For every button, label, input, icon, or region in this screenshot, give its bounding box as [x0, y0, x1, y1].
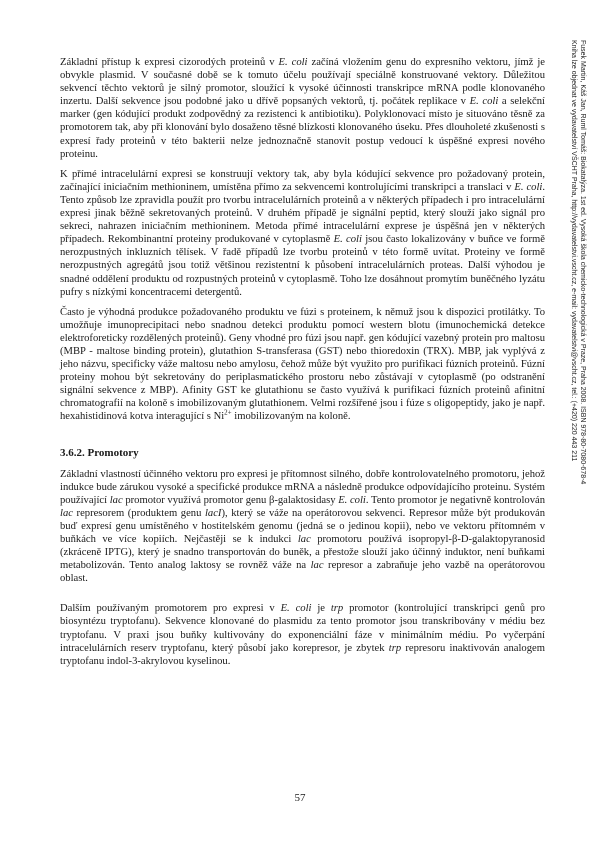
ordering-line: Kniha lze objednat ve vydavatelství VŠCHT Praha, http://vydavatelstvi.vscht.cz, e-mail: vydavatelstvi@vscht.cz, tel.: (+420) 220 443 211 [570, 40, 577, 462]
italic-run: trp [330, 603, 344, 615]
italic-run: E. coli [280, 603, 312, 615]
main-text [60, 56, 545, 675]
italic-run: trp [388, 642, 402, 654]
paragraph-fusion-proteins [60, 306, 545, 424]
superscript-run: 2+ [224, 408, 232, 417]
italic-run: lac [310, 560, 324, 572]
italic-run: E. coli [514, 181, 543, 193]
side-margin-note [553, 40, 587, 600]
text-run: represorem (produktem genu [72, 507, 205, 519]
italic-run: E. coli [338, 494, 366, 506]
spacer [60, 592, 545, 602]
text-run: Často je výhodná produkce požadovaného produktu ve fúzi s proteinem, k němuž jsou k dispozici protilátky. To umožňuje imunoprecipitaci nebo snadnou detekci produktu pomocí western blotu (imunochemická detekce elektroforeticky rozdělených proteinů). Geny vhodné pro fúzi jsou např. gen kódující vazebný protein pro maltosu (MBP - maltose binding protein), glutathion S-transferasa (GST) nebo thioredoxin (TRX). MBP, jak vyplývá z jeho názvu, specificky váže maltosu nebo amylosu, čehož může být využito pro purifikaci fúzních proteinů. Fúzní proteiny mohou být sekretovány do periplasmatického prostoru nebo zůstávají v cytoplasmě (po odstranění signální sekvence z MBP). Afinity GST ke glutathionu se často využívá k purifikaci fúzních proteinů afinitní chromatografií na koloně s imobilizovaným glutathionem. Velmi rozšířené jsou i fúze s oligopeptidy, jako je např. hexahistidinová kotva interagující s Ni [60, 306, 545, 423]
italic-run: lacI [204, 507, 222, 519]
text-run: jsou často lokalizovány v buňce ve formě nerozpustných inkluzních tělísek. V řadě případů lze tvorbu proteinů v této formě uvítat. Proteiny ve formě nerozpustných agregátů jsou totiž většinou rezistentní k působení intracelulárních proteas. Další výhodou je snadné oddělení produktu od rozpustných proteinů v cytoplasmě. Toho lze dosáhnout promytím buněčného lyzátu pufry s nízkými koncentracemi detergentů. [60, 234, 545, 298]
paragraph-lac-promoter [60, 468, 545, 586]
italic-run: lac [60, 507, 73, 519]
text-run: promotor (kontrolující transkripci genů pro biosyntézu tryptofanu). Sekvence klonované do plasmidu za tento promotor jsou transkribovány v médiu bez tryptofanu. V praxi jsou buňky kultivovány do exponenciální fáze v minimálním médiu. Po vyčerpání intracelulárních reserv tryptofanu, který působí jako korepresor, je zbytek [60, 603, 545, 654]
text-run: . Tento promotor je negativně kontrolován [365, 494, 546, 506]
text-run: je [311, 603, 331, 615]
text-run: Dalším používaným promotorem pro expresi v [60, 603, 281, 615]
text-run: začíná vložením genu do expresního vektoru, jímž je obvykle plasmid. V současné době se k tomuto účelu používají speciálně konstruované vektory. Důležitou sekvencí těchto vektorů je silný promotor, sloužící k vysoké účinnosti transkripce mRNA podle klonovaného inzertu. Další sekvence jsou podobné jako u dřívě popsaných vektorů, tj. počátek replikace v [60, 57, 546, 108]
text-run: imobilizovaným na koloně. [231, 411, 351, 423]
citation-line: Fusek Martin, Káš Jan, Ruml Tomáš: Biokatalýza. 1st ed. Vysoká škola chemicko-technologická v Praze, Praha 2008. ISBN 978-80-7080-678-4 [579, 40, 586, 485]
text-run: represoru inaktivován analogem tryptofanu indol-3-akrylovou kyselinou. [60, 642, 545, 667]
text-run: K přímé intracelulární expresi se konstruují vektory tak, aby byla kódující sekvence pro požadovaný protein, začínající iniciačním methioninem, umístěna přímo za sekvencemi kontrolujícími transkripci a translaci v [60, 168, 545, 193]
text-run: . Tento způsob lze zpravidla použít pro tvorbu intracelulárních proteinů a v některých případech i pro intracelulární expresi jinak běžně sekretovaných proteinů. V druhém případě je signální peptid, který slouží jako signál pro sekreci, nahrazen iniciačním methioninem. Metoda přímé intracelulární exprese je úspěšná jen v některých případech. Rekombinantní proteiny produkované v cytoplasmě [60, 181, 545, 246]
paragraph-intracellular-expression [60, 168, 545, 299]
section-heading: 3.6.2. Promotory [60, 446, 139, 459]
text-run: a selekční marker (gen kódující produkt zodpovědný za rezistenci k antibiotiku). Polyklonovací místo je situováno těsně za promotorem tak, aby při klonování bylo dosaženo těsné blízkosti klonovaného úseku. Přes dlouholeté zkušenosti s expresí řady proteinů v této bakterii nelze jednoznačně stanovit postup vedoucí k úspěšné expresi nového proteinu. [60, 96, 545, 160]
text-run: ), který se váže na operátorovou sekvenci. Represor může být produkován buď expresí genu umístěného v hostitelském genomu (jedná se o jedinou kopii), nebo ve vektoru přítomném v buňkách ve více kopiích. Nejčastěji se k indukci [60, 507, 545, 545]
text-run: promotor využívá promotor genu β-galaktosidasy [122, 494, 339, 506]
italic-run: E. coli [333, 234, 362, 246]
page-number: 57 [294, 792, 306, 804]
italic-run: E. coli [469, 96, 499, 108]
paragraph-trp-promoter [60, 602, 545, 667]
text-run: promotoru používá isopropyl-β-D-galaktopyranosid (zkráceně IPTG), který je snadno transportován do buněk, a přestože slouží jako účinný induktor, není buňkami metabolizován. Tento analog laktosy se rovněž váže na [60, 534, 545, 572]
text-run: Základní vlastností účinného vektoru pro expresi je přítomnost silného, dobře kontrolovatelného promotoru, jehož indukce bude zárukou vysoké a specifické produkce mRNA a následně produkce odpovídajícího proteinu. Systém používající [60, 468, 545, 506]
paragraph-expression-vectors [60, 56, 545, 161]
italic-run: lac [109, 494, 123, 506]
rotated-citation [570, 40, 587, 600]
text-run: Základní přístup k expresi cizorodých proteinů v [60, 57, 279, 68]
italic-run: E. coli [278, 57, 308, 68]
text-run: represor a zabraňuje jeho vazbě na operátorovou oblast. [60, 560, 545, 585]
italic-run: lac [297, 534, 311, 545]
